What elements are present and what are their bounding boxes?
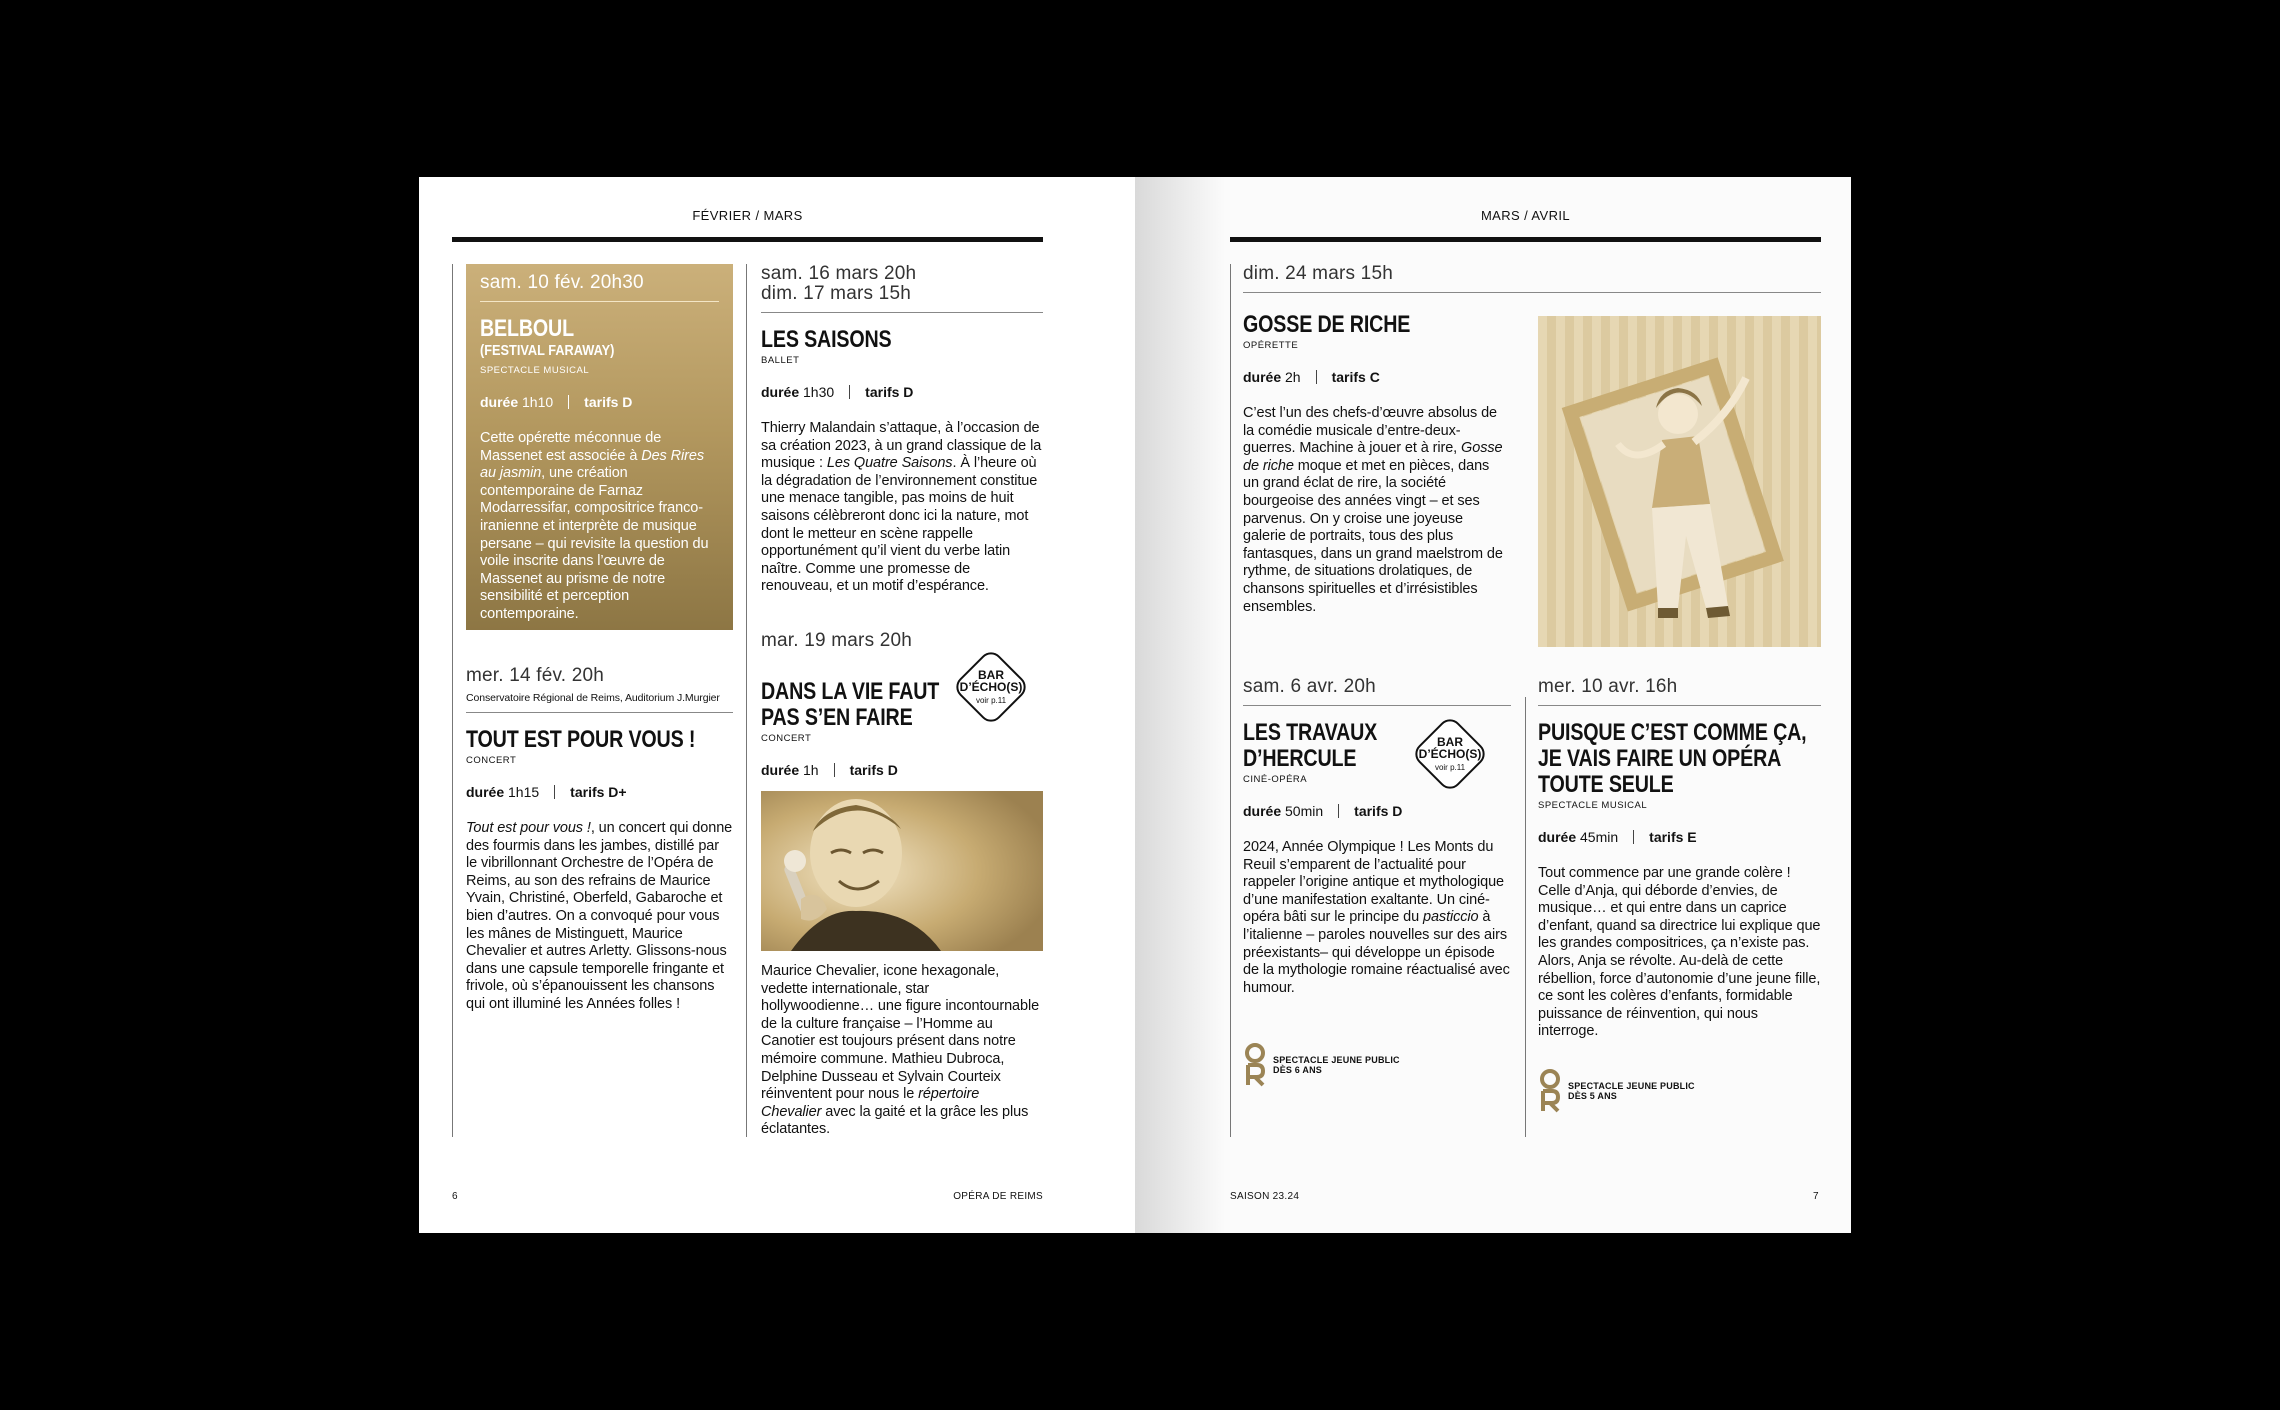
badge-text xyxy=(1410,736,1490,774)
event-gosse-content xyxy=(1243,312,1503,616)
event-title-line-2: D’HERCULE xyxy=(1243,745,1357,772)
event-description xyxy=(761,420,1043,596)
text-run: Tout commence par une grande colère ! Celle d’Anja, qui déborde d’envies, de musique… et qui entre dans un caprice d’enfant, quand sa directrice lui explique que les grandes compositrices, ça n’existe pas. Alors, Anja se révolte. Au-delà de cette rébellion, force d’autonomie d’une jeune fille, ce sont les colères d’enfants, formidable puissance de réinvention, qui nous interroge. xyxy=(1538,865,1821,1040)
duree-label: durée xyxy=(466,784,505,800)
date-rule xyxy=(1538,705,1821,706)
page-number: 7 xyxy=(1813,1191,1819,1202)
event-title: BELBOUL xyxy=(480,315,574,342)
meta-separator xyxy=(834,763,835,777)
text-run: avec la gaité et la grâce les plus éclatantes. xyxy=(761,1103,1029,1138)
event-date: sam. 10 fév. 20h30 xyxy=(480,272,644,293)
bar-d-echos-badge xyxy=(1410,714,1490,794)
event-genre: SPECTACLE MUSICAL xyxy=(1538,800,1648,811)
event-description xyxy=(466,820,733,1014)
emphasized-text: Les Quatre Saisons xyxy=(826,455,953,472)
text-run: 2024, Année Olympique ! Les Monts du Reuil s’emparent de l’actualité pour rappeler l’origine antique et mythologique d’une manifestation exaltante. Un ciné-opéra bâti sur le principe du xyxy=(1243,839,1504,926)
spine-shadow xyxy=(1135,177,1225,1233)
page-header: FÉVRIER / MARS xyxy=(692,208,803,223)
jeune-public-marker xyxy=(1538,1069,1695,1113)
event-date: sam. 6 avr. 20h xyxy=(1243,676,1376,697)
event-date: mer. 10 avr. 16h xyxy=(1538,676,1678,697)
event-date: dim. 24 mars 15h xyxy=(1243,263,1393,284)
duree-value: 45min xyxy=(1580,829,1619,845)
event-les-saisons xyxy=(761,264,1043,596)
tarifs: tarifs E xyxy=(1649,829,1697,845)
header-rule xyxy=(1230,237,1821,242)
column-divider xyxy=(1525,697,1526,1137)
event-description xyxy=(1538,865,1821,1041)
event-description xyxy=(1243,405,1503,616)
meta-separator xyxy=(1633,830,1634,844)
tarifs: tarifs D+ xyxy=(570,784,627,800)
jeune-public-line-1: SPECTACLE JEUNE PUBLIC xyxy=(1273,1055,1400,1065)
tarifs: tarifs D xyxy=(1354,803,1403,819)
page-number: 6 xyxy=(452,1191,458,1202)
event-venue: Conservatoire Régional de Reims, Auditorium J.Murgier xyxy=(466,692,720,704)
event-date: sam. 16 mars 20h xyxy=(761,263,917,284)
jeune-public-label xyxy=(1568,1081,1695,1101)
page-header: MARS / AVRIL xyxy=(1480,208,1571,223)
duree-value: 1h10 xyxy=(522,394,554,410)
tarifs: tarifs D xyxy=(849,762,898,778)
badge-small: voir p.11 xyxy=(1434,763,1466,772)
meta-separator xyxy=(554,785,555,799)
date-rule xyxy=(1243,292,1821,293)
duree-label: durée xyxy=(1538,829,1577,845)
text-run: Cette opérette méconnue de Massenet est associée à xyxy=(480,430,662,464)
emphasized-text: Tout est pour vous ! xyxy=(466,820,591,836)
event-title: LES SAISONS xyxy=(761,326,892,353)
date-rule xyxy=(761,312,1043,313)
event-meta xyxy=(1243,803,1511,819)
event-meta xyxy=(466,784,733,800)
column-divider xyxy=(1230,264,1231,1137)
jeune-public-marker xyxy=(1243,1043,1400,1087)
tarifs: tarifs C xyxy=(1331,369,1380,385)
jeune-public-line-2: DÈS 6 ANS xyxy=(1273,1065,1322,1075)
event-genre: CONCERT xyxy=(761,733,812,744)
event-tout-est-pour-vous xyxy=(466,666,733,1014)
duree-value: 50min xyxy=(1285,803,1324,819)
badge-line-1: BAR xyxy=(978,668,1004,682)
text-run: , une création contemporaine de Farnaz Modarressifar, compositrice franco-iranienne et interprète de musique persane – qui revisite la question du voile inscrite dans l’œuvre de Massenet au prisme de notre sensibilité et perception contemporaine. xyxy=(480,465,709,622)
event-title-line-2: PAS S’EN FAIRE xyxy=(761,704,913,731)
tarifs: tarifs D xyxy=(865,384,914,400)
meta-separator xyxy=(849,385,850,399)
event-title-line-1: PUISQUE C’EST COMME ÇA, xyxy=(1538,719,1807,746)
event-date-2: dim. 17 mars 15h xyxy=(761,283,911,304)
event-description xyxy=(1243,839,1511,997)
column-divider xyxy=(746,264,747,1137)
tarifs: tarifs D xyxy=(584,394,633,410)
emphasized-text: pasticcio xyxy=(1422,909,1479,926)
meta-separator xyxy=(568,395,569,409)
duree-label: durée xyxy=(480,394,519,410)
left-page xyxy=(419,177,1135,1233)
duree-label: durée xyxy=(1243,803,1282,819)
event-title-line-1: DANS LA VIE FAUT xyxy=(761,678,940,705)
duree-value: 1h30 xyxy=(803,384,835,400)
text-run: . À l’heure où la dégradation de l’environnement constitue une menace tangible, pas moins de huit saisons célèbreront donc ici la nature, mot dont le metteur en scène rappelle opportunément qu’il vient du verbe latin naître. Comme une promesse de renouveau, et un motif d’espérance. xyxy=(761,455,1038,595)
event-gosse-de-riche xyxy=(1243,264,1821,293)
event-title-line-3: TOUTE SEULE xyxy=(1538,771,1674,798)
footer-season: SAISON 23.24 xyxy=(1230,1191,1300,1202)
event-title-line-2: JE VAIS FAIRE UN OPÉRA xyxy=(1538,745,1782,772)
badge-line-2: D’ÉCHO(S) xyxy=(1418,747,1482,761)
date-rule xyxy=(480,301,719,302)
event-meta xyxy=(480,394,719,410)
event-genre: OPÉRETTE xyxy=(1243,340,1299,351)
right-page xyxy=(1135,177,1851,1233)
event-genre: CINÉ-OPÉRA xyxy=(1243,774,1308,785)
jeune-public-line-2: DÈS 5 ANS xyxy=(1568,1091,1617,1101)
duree-label: durée xyxy=(761,384,800,400)
jeune-public-label xyxy=(1273,1055,1400,1075)
event-genre: BALLET xyxy=(761,355,800,366)
bar-d-echos-badge xyxy=(951,647,1031,727)
meta-separator xyxy=(1316,370,1317,384)
event-meta xyxy=(761,384,1043,400)
gosse-illustration xyxy=(1538,316,1821,647)
duree-value: 2h xyxy=(1285,369,1301,385)
event-subtitle: (FESTIVAL FARAWAY) xyxy=(480,342,615,359)
event-title-line-1: LES TRAVAUX xyxy=(1243,719,1378,746)
emphasized-text: Gosse de riche xyxy=(1243,440,1503,474)
event-dans-la-vie-description xyxy=(761,963,1043,1139)
badge-small: voir p.11 xyxy=(975,696,1007,705)
event-genre: SPECTACLE MUSICAL xyxy=(480,365,590,376)
column-divider xyxy=(452,264,453,1137)
date-rule xyxy=(466,712,733,713)
date-rule xyxy=(1243,705,1511,706)
badge-text xyxy=(951,669,1031,707)
duree-value: 1h15 xyxy=(508,784,540,800)
badge-line-2: D’ÉCHO(S) xyxy=(959,680,1023,694)
emphasized-text: Des Rires au jasmin xyxy=(480,447,704,482)
badge-line-1: BAR xyxy=(1437,735,1463,749)
jeune-public-icon xyxy=(1538,1069,1562,1113)
meta-separator xyxy=(1338,804,1339,818)
text-run: Thierry Malandain s’attaque, à l’occasion de sa création 2023, à un grand classique de la musique : xyxy=(761,420,1042,472)
footer-publication: OPÉRA DE REIMS xyxy=(953,1191,1043,1202)
jeune-public-icon xyxy=(1243,1043,1267,1087)
chevalier-photo xyxy=(761,791,1043,951)
event-puisque xyxy=(1538,677,1821,1041)
emphasized-text: répertoire Chevalier xyxy=(761,1086,980,1120)
event-genre: CONCERT xyxy=(466,755,517,766)
header-rule xyxy=(452,237,1043,242)
event-belboul xyxy=(466,264,733,630)
duree-value: 1h xyxy=(803,762,819,778)
text-run: , un concert qui donne des fourmis dans les jambes, distillé par le vibrillonnant Orchestre de l’Opéra de Reims, au son des refrains de Maurice Yvain, Christiné, Oberfeld, Gabaroche et bien d’autres. On a convoqué pour vous les mânes de Mistinguett, Maurice Chevalier et autres Arletty. Glissons-nous dans une capsule temporelle fringante et frivole, où s’épanouissent les chansons qui ont illuminé les Années folles ! xyxy=(466,820,733,1012)
jeune-public-line-1: SPECTACLE JEUNE PUBLIC xyxy=(1568,1081,1695,1091)
event-title: TOUT EST POUR VOUS ! xyxy=(466,726,696,753)
event-meta xyxy=(1243,369,1503,385)
duree-label: durée xyxy=(1243,369,1282,385)
event-date: mer. 14 fév. 20h xyxy=(466,665,605,686)
event-meta xyxy=(1538,829,1821,845)
event-description xyxy=(761,963,1043,1139)
text-run: Maurice Chevalier, icone hexagonale, vedette internationale, star hollywoodienne… une figure incontournable de la culture française – l’Homme au Canotier est toujours présent dans notre mémoire commune. Mathieu Dubroca, Delphine Dusseau et Sylvain Courteix réinventent pour nous le xyxy=(761,963,1040,1103)
text-run: C’est l’un des chefs-d’œuvre absolus de la comédie musicale d’entre-deux-guerres. Machine à jouer et à rire, xyxy=(1243,405,1497,457)
event-date: mar. 19 mars 20h xyxy=(761,630,913,651)
text-run: moque et met en pièces, dans un grand éclat de rire, la société bourgeoise des années vingt – et ses parvenus. On y croise une joyeuse galerie de portraits, tous des plus fantasques, dans un grand maelstrom de rythme, de situations drolatiques, de chansons spirituelles et d’irrésistibles ensembles. xyxy=(1243,457,1503,615)
event-meta xyxy=(761,762,1043,778)
duree-label: durée xyxy=(761,762,800,778)
event-title: GOSSE DE RICHE xyxy=(1243,311,1411,338)
text-run: à l’italienne – paroles nouvelles sur des airs préexistants– qui développe un épisode de la mythologie romaine réactualisé avec humour. xyxy=(1243,909,1510,996)
event-description xyxy=(480,430,719,624)
